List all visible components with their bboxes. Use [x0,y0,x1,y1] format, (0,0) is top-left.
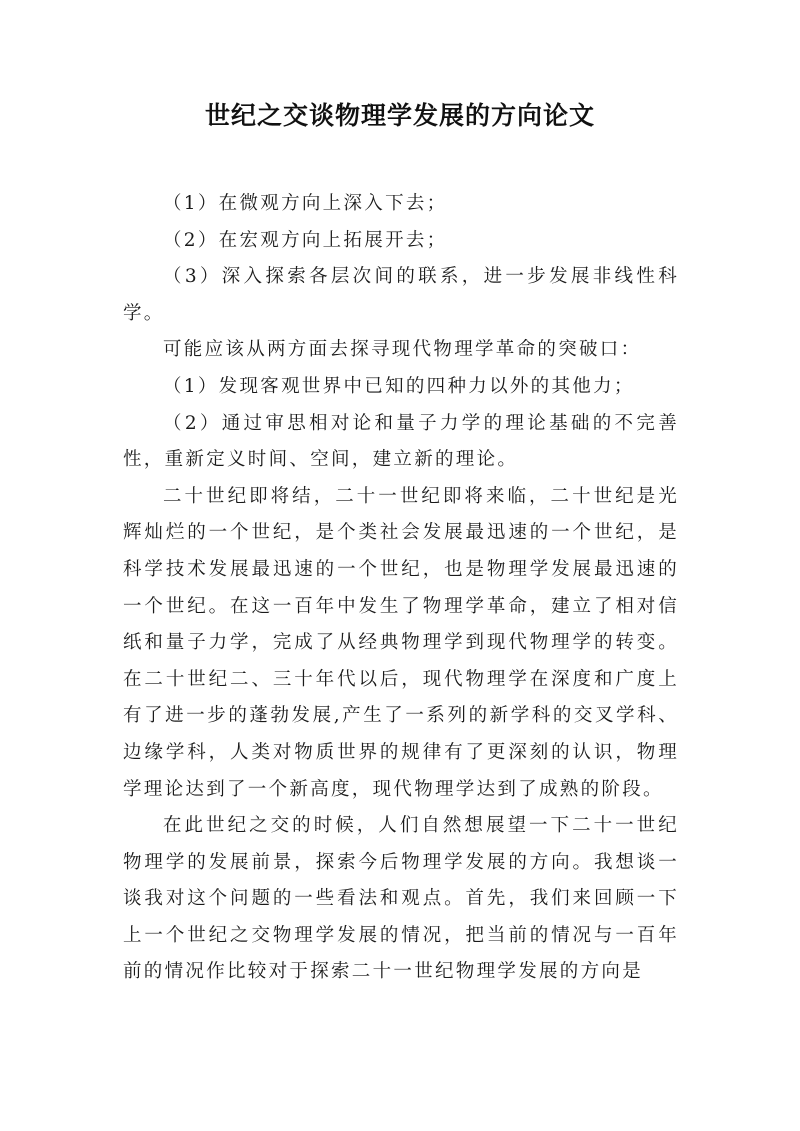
paragraph-breakthrough-2: （2）通过审思相对论和量子力学的理论基础的不完善性，重新定义时间、空间，建立新的理论。 [123,412,679,471]
paragraph-item-3: （3）深入探索各层次间的联系，进一步发展非线性科学。 [123,266,679,324]
paragraph-item-2: （2）在宏观方向上拓展开去； [163,229,448,251]
paragraph-breakthrough-intro: 可能应该从两方面去探寻现代物理学革命的突破口： [163,339,642,361]
document-title: 世纪之交谈物理学发展的方向论文 [204,101,595,130]
paragraph-breakthrough-1: （1）发现客观世界中已知的四种力以外的其他力； [163,375,635,397]
document-body [123,186,679,991]
paragraph-twentieth-century: 二十世纪即将结，二十一世纪即将来临，二十世纪是光辉灿烂的一个世纪，是个类社会发展最迅速的一个世纪，是科学技术发展最迅速的一个世纪，也是物理学发展最迅速的一个世纪。在这一百年中发生了物理学革命，建立了相对信纸和量子力学，完成了从经典物理学到现代物理学的转变。在二十世纪二、三十年代以后，现代物理学在深度和广度上有了进一步的蓬勃发展,产生了一系列的新学科的交叉学科、边缘学科，人类对物质世界的规律有了更深刻的认识，物理学理论达到了一个新高度，现代物理学达到了成熟的阶段。 [123,485,679,800]
paragraph-item-1: （1）在微观方向上深入下去； [163,193,448,214]
paragraph-turn-of-century: 在此世纪之交的时候，人们自然想展望一下二十一世纪物理学的发展前景，探索今后物理学发展的方向。我想谈一谈我对这个问题的一些看法和观点。首先，我们来回顾一下上一个世纪之交物理学发展的情况，把当前的情况与一百年前的情况作比较对于探索二十一世纪物理学发展的方向是 [123,815,679,983]
